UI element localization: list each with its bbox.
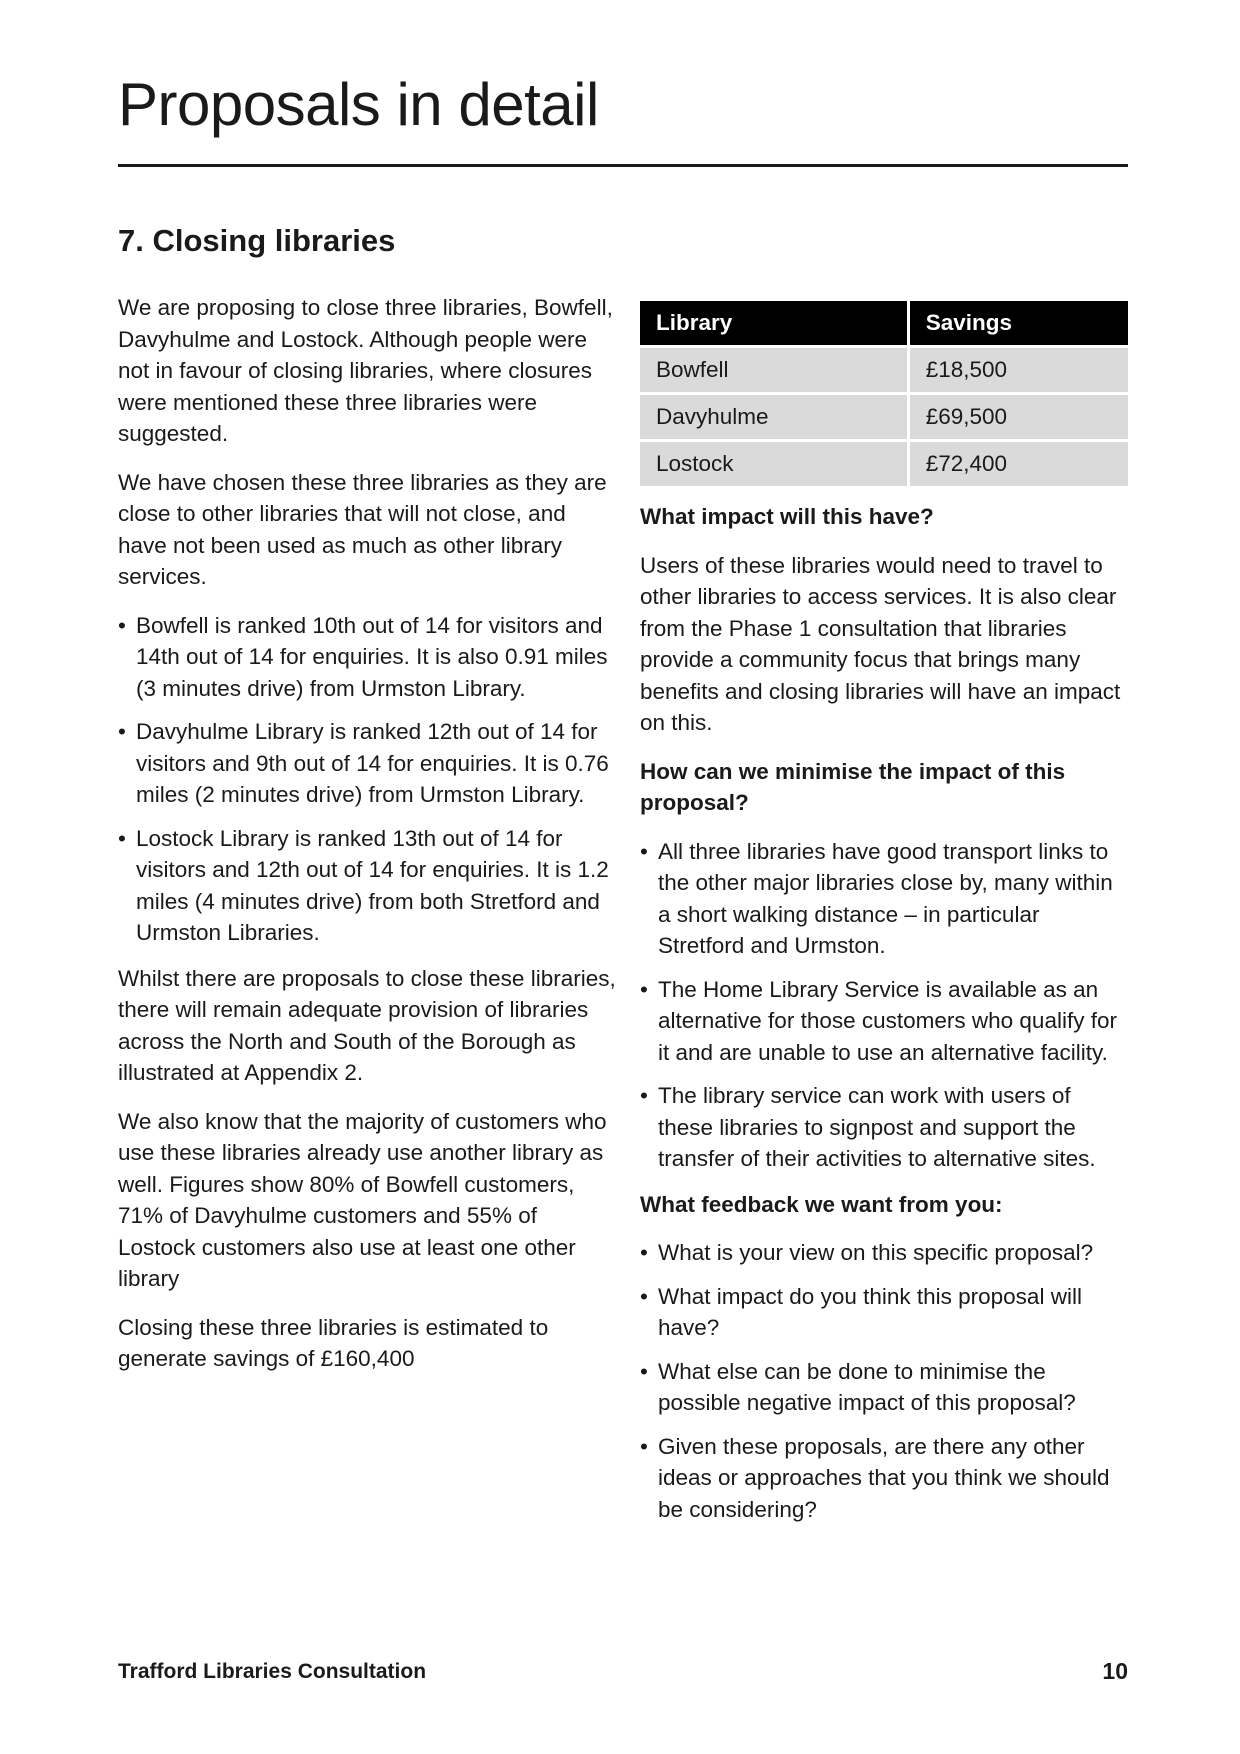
savings-summary: Closing these three libraries is estimated to generate savings of £160,400 — [118, 1314, 549, 1371]
table-header-row — [640, 301, 1128, 345]
section-heading: 7. Closing libraries — [118, 223, 396, 258]
column-header-library: Library — [640, 301, 907, 345]
list-item: • What else can be done to minimise the possible negative impact of this proposal? — [640, 1356, 1130, 1419]
list-item: • The library service can work with users of these libraries to signpost and support the transfer of their activities to alternative sites. — [640, 1080, 1130, 1175]
table-row — [640, 442, 1128, 486]
list-item: • All three libraries have good transport links to the other major libraries close by, many within a short walking distance – in particular Stretford and Urmston. — [640, 836, 1130, 962]
list-item: • Given these proposals, are there any other ideas or approaches that you think we should be considering? — [640, 1431, 1130, 1526]
intro-paragraph: We are proposing to close three libraries, Bowfell, Davyhulme and Lostock. Although people were not in favour of closing libraries, where closures were mentioned these three libraries were suggested. — [118, 295, 613, 446]
list-item: • What is your view on this specific proposal? — [640, 1237, 1130, 1269]
intro-paragraph: We have chosen these three libraries as they are close to other libraries that will not close, and have not been used as much as other library services. — [118, 469, 607, 589]
table-cell: Bowfell — [640, 348, 907, 392]
list-item: • The Home Library Service is available as an alternative for those customers who qualify for it and are unable to use an alternative facility. — [640, 974, 1130, 1069]
page-title: Proposals in detail — [118, 71, 599, 138]
impact-paragraph: Users of these libraries would need to travel to other libraries to access services. It is also clear from the Phase 1 consultation that libraries provide a community focus that brings many benefits and closing libraries will have an impact on this. — [640, 552, 1121, 735]
table-cell: £69,500 — [910, 395, 1128, 439]
savings-table — [637, 298, 1131, 489]
body-paragraph: Whilst there are proposals to close these libraries, there will remain adequate provision of libraries across the North and South of the Borough as illustrated at Appendix 2. — [118, 965, 616, 1085]
list-item: • Lostock Library is ranked 13th out of 14 for visitors and 12th out of 14 for enquiries. It is 1.2 miles (4 minutes drive) from both Stretford and Urmston Libraries. — [118, 823, 618, 949]
page-number: 10 — [1102, 1658, 1128, 1684]
minimise-list — [640, 836, 1130, 1175]
list-item: • Bowfell is ranked 10th out of 14 for visitors and 14th out of 14 for enquiries. It is also 0.91 miles (3 minutes drive) from Urmston Library. — [118, 610, 618, 705]
list-item: • Davyhulme Library is ranked 12th out of 14 for visitors and 9th out of 14 for enquiries. It is 0.76 miles (2 minutes drive) from Urmston Library. — [118, 716, 618, 811]
library-ranking-list — [118, 610, 618, 949]
table-cell: Davyhulme — [640, 395, 907, 439]
minimise-heading: How can we minimise the impact of this proposal? — [640, 758, 1066, 815]
column-header-savings: Savings — [910, 301, 1128, 345]
body-paragraph: We also know that the majority of customers who use these libraries already use another library as well. Figures show 80% of Bowfell customers, 71% of Davyhulme customers and 55% of Lostock customers also use at least one other library — [118, 1108, 607, 1291]
impact-heading: What impact will this have? — [640, 504, 934, 529]
footer-title: Trafford Libraries Consultation — [118, 1660, 427, 1683]
left-column — [118, 292, 618, 1392]
feedback-heading: What feedback we want from you: — [640, 1191, 1003, 1217]
feedback-list — [640, 1237, 1130, 1525]
title-divider — [118, 164, 1128, 167]
table-cell: Lostock — [640, 442, 907, 486]
table-row — [640, 348, 1128, 392]
list-item: • What impact do you think this proposal will have? — [640, 1281, 1130, 1344]
table-row — [640, 395, 1128, 439]
table-cell: £72,400 — [910, 442, 1128, 486]
table-cell: £18,500 — [910, 348, 1128, 392]
right-column — [640, 298, 1130, 1539]
